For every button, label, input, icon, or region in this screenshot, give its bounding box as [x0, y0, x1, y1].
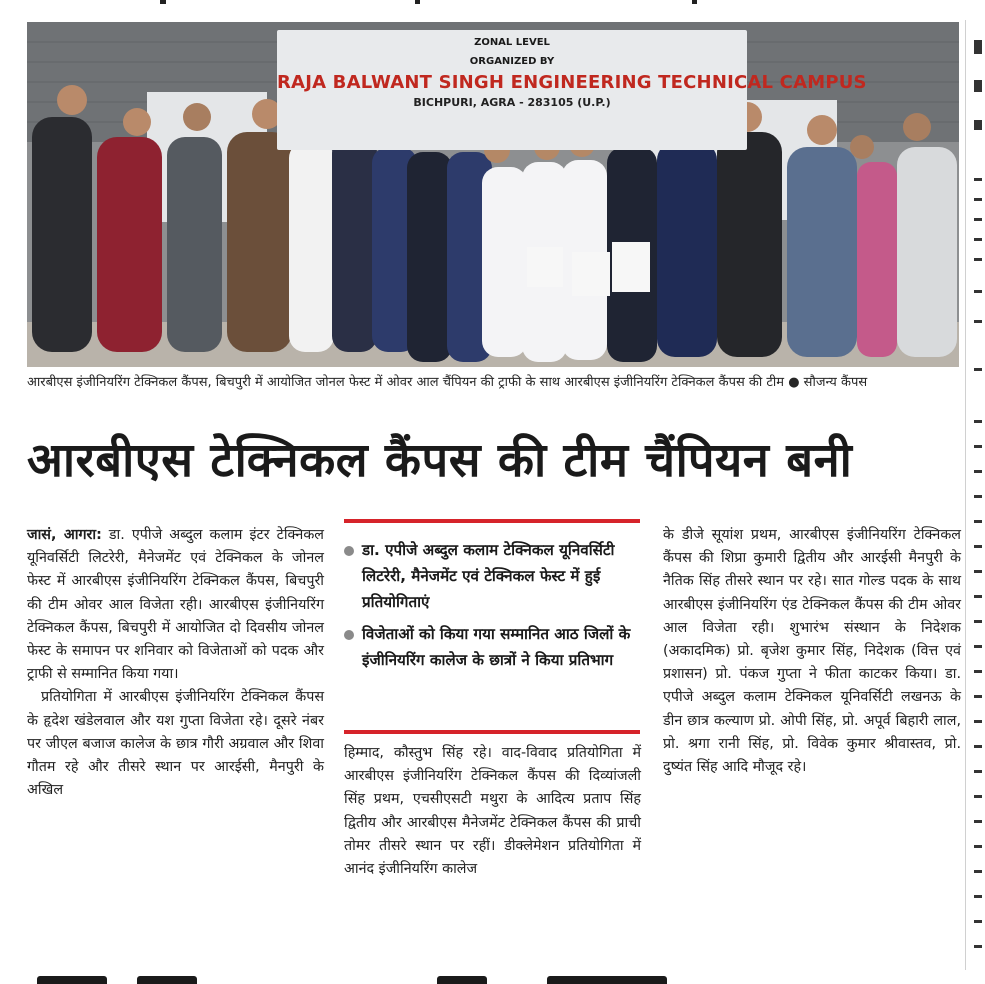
- highlight-text-2: विजेताओं को किया गया सम्मानित आठ जिलों के इंजीनियरिंग कालेज के छात्रों ने किया प्रतिभाग: [362, 625, 631, 669]
- highlights-box: [344, 519, 640, 734]
- previous-article-fragment: [415, 0, 420, 4]
- column-2-paragraph: हिम्माद, कौस्तुभ सिंह रहे। वाद-विवाद प्रतियोगिता में आरबीएस इंजीनियरिंग टेक्निकल कैंपस की दिव्यांजली सिंह प्रथम, एचसीएसटी मथुरा के आदित्य प्रताप सिंह द्वितीय और आरबीएस मैनेजमेंट टेक्निकल कैंपस की प्राची तोमर तीसरे स्थान पर रहीं। डीक्लेमेशन प्रतियोगिता में आनंद इंजीनियरिंग कालेज: [344, 745, 641, 878]
- banner-address: BICHPURI, AGRA - 283105 (U.P.): [413, 96, 611, 109]
- highlights-bottom-rule: [344, 730, 640, 734]
- highlight-item: [344, 621, 640, 673]
- banner-campus-title: RAJA BALWANT SINGH ENGINEERING TECHNICAL CAMPUS: [277, 72, 867, 93]
- news-photo: [27, 22, 959, 367]
- bullet-icon: [344, 630, 354, 640]
- article-column-3: [663, 524, 961, 779]
- column-1-paragraph-1: [27, 524, 324, 686]
- article-column-1: [27, 524, 324, 802]
- bullet-icon: [344, 546, 354, 556]
- highlights-top-rule: [344, 519, 640, 523]
- next-article-headline-fragment: [27, 968, 962, 984]
- photo-event-banner: [277, 30, 867, 150]
- column-1-paragraph-2: प्रतियोगिता में आरबीएस इंजीनियरिंग टेक्निकल कैंपस के हृदेश खंडेलवाल और यश गुप्ता विजेता रहे। दूसरे नंबर पर जीएल बजाज कालेज के छात्र गौरी अग्रवाल और शिवा गौतम रहे और तीसरे स्थान पर आरईसी, मैनपुरी के अखिल: [27, 689, 324, 799]
- article-column-2: [344, 742, 641, 881]
- adjacent-article-edge: [972, 0, 985, 984]
- banner-organized-by: ORGANIZED BY: [469, 56, 555, 67]
- photo-caption: आरबीएस इंजीनियरिंग टेक्निकल कैंपस, बिचपुरी में आयोजित जोनल फेस्ट में ओवर आल चैंपियन की ट्राफी के साथ आरबीएस इंजीनियरिंग टेक्निकल कैंपस की टीम ● सौजन्य कैंपस: [27, 375, 868, 390]
- column-3-paragraph: के डीजे सूयांश प्रथम, आरबीएस इंजीनियरिंग टेक्निकल कैंपस की शिप्रा कुमारी द्वितीय और आरईसी मैनपुरी के नैतिक सिंह तीसरे स्थान पर रहे। सात गोल्ड पदक के साथ आरबीएस इंजीनियरिंग एंड टेक्निकल कैंपस की टीम ओवर आल विजेता रही। शुभारंभ संस्थान के निदेशक (अकादमिक) प्रो. बृजेश कुमार सिंह, निदेशक (वित्त एवं प्रशासन) प्रो. पंकज गुप्ता ने फीता काटकर किया। डा. एपीजे अब्दुल कलाम टेक्निकल यूनिवर्सिटी लखनऊ के डीन छात्र कल्याण प्रो. ओपी सिंह, प्रो. अपूर्व बिहारी लाल, प्रो. श्रगा रानी सिंह, प्रो. विवेक कुमार श्रीवास्तव, प्रो. दुष्यंत सिंह आदि मौजूद रहे।: [663, 527, 961, 776]
- column-divider: [965, 20, 966, 970]
- column-1-text-1: डा. एपीजे अब्दुल कलाम इंटर टेक्निकल यूनिवर्सिटी लिटरेरी, मैनेजमेंट एवं टेक्निकल के जोनल फेस्ट में आरबीएस इंजीनियरिंग टेक्निकल कैंपस, बिचपुरी की टीम ओवर आल विजेता रही। आरबीएस इंजीनियरिंग टेक्निकल कैंपस, बिचपुरी में आयोजित दो दिवसीय जोनल फेस्ट के समापन पर शनिवार को विजेताओं को पदक और ट्राफी से सम्मानित किया गया।: [27, 527, 325, 683]
- dateline: जासं, आगरा:: [27, 527, 102, 543]
- previous-article-fragment: [160, 0, 166, 4]
- highlight-text-1: डा. एपीजे अब्दुल कलाम टेक्निकल यूनिवर्सिटी लिटरेरी, मैनेजमेंट एवं टेक्निकल फेस्ट में हुई प्रतियोगिताएं: [362, 541, 615, 611]
- highlight-item: [344, 537, 640, 615]
- previous-article-fragment: [692, 0, 697, 4]
- banner-zonal-level: ZONAL LEVEL: [474, 37, 550, 48]
- article-headline: आरबीएस टेक्निकल कैंपस की टीम चैंपियन बनी: [27, 433, 853, 488]
